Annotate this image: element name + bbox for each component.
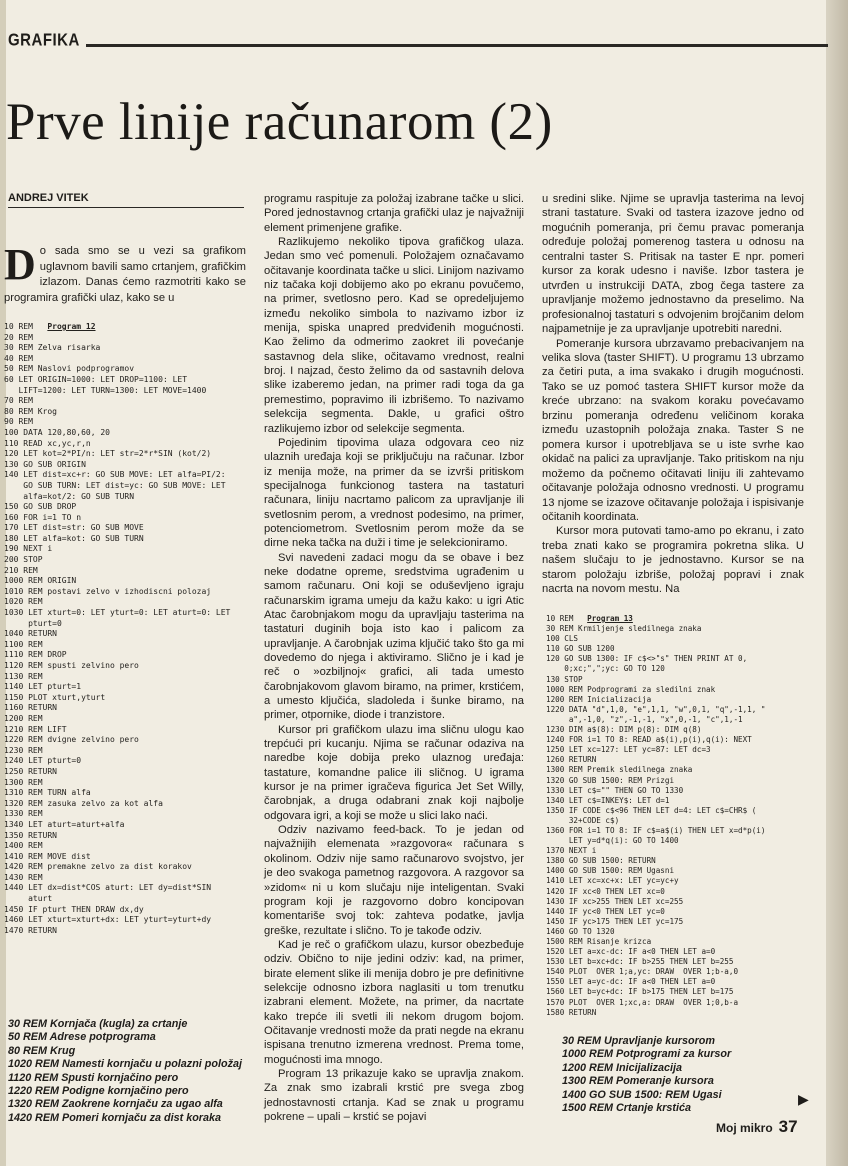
code-line: 1200 REM Inicializacija [546,694,652,704]
column-2-paragraph: Svi navedeni zadaci mogu da se obave i bez neke dodatne opreme, sredstvima ugrađenim u samom računaru. Oni koji se oduševljeno igraju računarskim igrama umeju da kažu kako: u igri Atic Atac čarobnjakom mogu da upravljaju tasterima na tastaturi duginih boja isto kao i palicom za upravljanje. A čarobnjak uzima ključić tako što ga mi dovedemo do njega i aktiviramo. Slično je i kad je reč o »ozbiljnoj« grafici, ali tada umesto čarobnjakovom glavom biramo, na primer, krstićem, a umesto ključića, sladoleda i šunke biramo, na primer, otpornike, diode i tranzistore. [264,551,524,722]
code-line: 190 NEXT i [4,544,53,554]
code-line: 210 REM [4,565,38,575]
program-13-legend [562,1035,731,1115]
code-line: 30 REM Krmiljenje sledilnega znaka [546,624,702,634]
legend-line: 1300 REM Pomeranje kursora [562,1075,714,1088]
code-line: 1210 REM LIFT [4,724,67,734]
code-line: 1140 LET pturt=1 [4,682,82,692]
play-arrow-icon: ▶ [798,1093,809,1108]
code-line: 120 GO SUB 1300: IF c$<>"s" THEN PRINT AT 0, [546,654,748,664]
code-line: 1570 PLOT OVER 1;xc,a: DRAW OVER 1;0,b-a [546,997,739,1007]
program-13-listing [546,614,765,1018]
legend-line: 1120 REM Spusti kornjačino pero [8,1071,179,1084]
code-line: a",-1,0, "z",-1,-1, "x",0,-1, "c",1,-1 [546,714,743,724]
code-line: 50 REM Naslovi podprogramov [4,364,135,374]
code-line: 90 REM [4,417,33,427]
code-line: alfa=kot/2: GO SUB TURN [4,491,135,501]
code-line: 110 READ xc,yc,r,n [4,438,91,448]
code-line: 130 GO SUB ORIGIN [4,459,86,469]
intro-paragraph [4,240,246,306]
code-line: 1410 LET xc=xc+x: LET yc=yc+y [546,876,679,886]
code-line: 1460 LET xturt=xturt+dx: LET yturt=yturt+dy [4,915,212,925]
code-line: 32+CODE c$) [546,815,620,825]
author-name: ANDREJ VITEK [8,192,89,204]
code-line: 1330 LET c$="" THEN GO TO 1330 [546,785,684,795]
drop-cap: D [4,240,36,289]
code-line: 1040 RETURN [4,629,57,639]
code-line: 140 LET dist=xc+r: GO SUB MOVE: LET alfa=PI/2: [4,470,226,480]
code-line: 1250 RETURN [4,766,57,776]
column-2-paragraph: Kursor pri grafičkom ulazu ima sličnu ulogu kao trepćući pri kucanju. Njima se računar odaziva na naredbe koje dobija preko ulaznog uređaja: tastature, komandne palice ili sličnog. U igrama kursor je na primer igračeva figurica Jet Set Willy, čarobnjak, a druga odabrani znak koji najbolje odgovara igri, a koji se može u slici lako naći. [264,723,524,822]
code-line: 1150 PLOT xturt,yturt [4,692,106,702]
page-number: 37 [778,1117,798,1136]
code-line: LET y=d*q(i): GO TO 1400 [546,836,679,846]
code-line: GO SUB TURN: LET dist=yc: GO SUB MOVE: LET [4,480,226,490]
page-edge-right [826,0,848,1166]
legend-line: 1420 REM Pomeri kornjaču za dist koraka [8,1111,222,1124]
code-line: 1350 IF CODE c$<96 THEN LET d=4: LET c$=CHR$ ( [546,805,757,815]
program-heading: Program 12 [47,322,96,331]
code-line: 100 DATA 120,80,60, 20 [4,427,110,437]
column-2-paragraph: Pojedinim tipovima ulaza odgovara ceo niz ulaznih uređaja koji se priključuju na računar. Izbor iz menija može, na primer da se izvrši pritiskom specijalnoga funkcionog tastera na tastaturi računara, liniju nacrtamo palicom za upravljanje ili svetlosnim perom, a vrednost podesimo, na primer, potenciometrom. Svetlosnim perom može da se dirne neka tačka na duži i time je selekcioniramo. [264,436,524,550]
column-2-paragraph: Odziv nazivamo feed-back. To je jedan od najvažnijih elemenata »razgovora« računara s okolinom. Odziv nije samo računarovo svojstvo, jer je deo svakoga pametnog razgovora. A razgovor sa »zidom« ni u kom slučaju nije inteligentan. Svaki program koji je razgovorno dobro koncipovan komentariše svoj tok: zahteva podatke, javlja greške, rezultate i slično. To je takođe odziv. [264,824,524,937]
code-line: 1000 REM ORIGIN [4,576,77,586]
code-line: 150 GO SUB DROP [4,502,77,512]
article-title: Prve linije računarom (2) [6,93,553,151]
code-line: 1030 LET xturt=0: LET yturt=0: LET aturt=0: LET [4,608,231,618]
code-line: 1340 LET c$=INKEY$: LET d=1 [546,795,670,805]
code-line: 110 GO SUB 1200 [546,644,615,654]
code-line: LIFT=1200: LET TURN=1300: LET MOVE=1400 [4,385,207,395]
legend-line: 1220 REM Podigne kornjačino pero [8,1085,189,1098]
code-line: 180 LET alfa=kot: GO SUB TURN [4,533,144,543]
article-column-2 [264,192,524,1124]
code-line: 1540 PLOT OVER 1;a,yc: DRAW OVER 1;b-a,0 [546,967,739,977]
code-line: 1340 LET aturt=aturt+alfa [4,819,125,829]
code-line: pturt=0 [4,618,62,628]
code-line: aturt [4,894,53,904]
legend-line: 30 REM Upravljanje kursorom [562,1035,716,1047]
code-line: 20 REM [4,332,33,342]
program-heading: Program 13 [587,614,633,623]
code-line [4,322,230,333]
code-line: 1100 REM [4,639,43,649]
code-line: 1330 REM [4,809,43,819]
code-line: 1500 REM Risanje krizca [546,937,652,946]
intro-text: o sada smo se u vezi sa grafikom uglavnom bavili samo crtanjem, grafičkim izlazom. Danas ćemo razmotriti kako se programira grafički ulaz, kako se u [4,245,246,304]
article-column-3 [542,192,804,597]
code-line: 1130 REM [4,671,43,681]
legend-line: 1000 REM Potprogrami za kursor [562,1048,732,1061]
code-line: 1220 DATA "d",1,0, "e",1,1, "w",0,1, "q",-1,1, " [546,704,766,714]
code-line: 1240 LET pturt=0 [4,756,82,766]
code-line: 1560 LET b=yc+dc: IF b>175 THEN LET b=175 [546,987,734,997]
code-line: 120 LET kot=2*PI/n: LET str=2*r*SIN (kot/2) [4,449,212,459]
code-line: 1580 RETURN [546,1007,597,1017]
code-line: 1010 REM postavi zelvo v izhodiscni polozaj [4,586,212,596]
code-line: 1460 GO TO 1320 [546,926,615,936]
code-line: 1470 RETURN [4,925,57,935]
code-line: 1400 GO SUB 1500: REM Ugasni [546,866,675,876]
legend-line: 1400 GO SUB 1500: REM Ugasi [562,1088,722,1101]
code-line: 1410 REM MOVE dist [4,851,91,861]
code-line: 1370 NEXT i [546,846,597,856]
code-line-text: 10 REM [546,614,588,623]
program-12-listing [4,322,230,936]
code-line: 1000 REM Podprogrami za sledilni znak [546,684,716,694]
code-line: 60 LET ORIGIN=1000: LET DROP=1100: LET [4,374,188,384]
code-line: 1430 IF xc>255 THEN LET xc=255 [546,896,684,906]
code-line: 1320 GO SUB 1500: REM Prizgi [546,775,675,785]
legend-line: 1020 REM Namesti kornjaču u polazni položaj [8,1058,242,1071]
code-line: 1380 GO SUB 1500: RETURN [546,856,656,866]
code-line-text: 10 REM [4,322,48,331]
legend-line: 1200 REM Inicijalizacija [562,1061,683,1074]
code-line: 70 REM [4,396,33,406]
section-label: GRAFIKA [8,30,80,51]
author-rule [8,207,244,208]
code-line: 1200 REM [4,713,43,723]
code-line: 1320 REM zasuka zelvo za kot alfa [4,798,163,808]
code-line: 1110 REM DROP [4,650,67,660]
code-line [546,614,765,624]
code-line: 1300 REM Premik sledilnega znaka [546,765,693,775]
code-line: 1240 FOR i=1 TO 8: READ a$(i),p(i),q(i): NEXT [546,735,752,745]
code-line: 170 LET dist=str: GO SUB MOVE [4,523,144,533]
code-line: 1550 LET a=yc-dc: IF a<0 THEN LET a=0 [546,977,716,987]
column-2-paragraph: Program 13 prikazuje kako se upravlja znakom. Za znak smo izabrali krstić pre svega zbog jednostavnosti crtanja. Kad se znak u programu pokrene – upali – krstić se pojavi [264,1067,524,1123]
code-line: 1420 REM premakne zelvo za dist korakov [4,862,192,872]
column-3-paragraph: Kursor mora putovati tamo-amo po ekranu, i zato treba znati kako se programira pokretna slika. U našem slučaju to je jednostavno. Kursor se na starom položaju izbriše, položaj popravi i znak nacrta na novom mestu. Na [542,525,804,596]
program-12-legend [8,1018,242,1125]
page-footer [716,1117,798,1137]
code-line: 1230 REM [4,745,43,755]
code-line: 1520 LET a=xc-dc: IF a<0 THEN LET a=0 [546,947,716,957]
code-line: 1450 IF yc>175 THEN LET yc=175 [546,916,684,926]
code-line: 1160 RETURN [4,703,57,713]
code-line: 1430 REM [4,872,43,882]
code-line: 100 CLS [546,634,579,644]
legend-line: 1500 REM Crtanje krstića [562,1102,692,1115]
code-line: 40 REM [4,353,33,363]
code-line: 1230 DIM a$(8): DIM p(8): DIM q(8) [546,725,702,735]
code-line: 130 STOP [546,674,583,684]
column-2-paragraph: Kad je reč o grafičkom ulazu, kursor obezbeđuje odziv. Obično to nije jedini odziv: kad, na primer, birate element slike ili menija dobro je pre definitivne selekcije odnosno izbora naglasiti u tom trenutku izabrani element. Možete, na primer, da nacrtate kako trepće ili svetli ili nekom drugom bojom. Očitavanje vrednosti može da prati negde na ekranu ispisana trenutno izmerena vrednost. Prema tome, mogućnosti ima mnogo. [264,938,524,1066]
column-3-paragraph: Pomeranje kursora ubrzavamo prebacivanjem na velika slova (taster SHIFT). U programu 13 ubrzamo za četiri puta, a ima svakako i drugih mogućnosti. Tako se uz pomoć tastera SHIFT kursor može da kreće ubrzano: na svakom koraku povećavamo brzinu pomeranja određenu veličinom koraka između uzastopnih položaja znaka. Taster S ne pomera kursor i upotrebljava se u iste svrhe kao okidač na palici za upravljanje. Tako pritiskom na nju možemo da počnemo očitavati liniju ili zahtevamo očitavanje položaja odnosno vrednosti. U programu 13 njome se izazove očitavanje položaja i ispisivanje očitanih koordinata. [542,337,804,523]
column-2-paragraph: Razlikujemo nekoliko tipova grafičkog ulaza. Jedan smo već pomenuli. Položajem označavamo očitavanje koordinata tačke u slici. Linijom nazivamo niz tačaka koji dobijemo ako po ekranu povučemo, na primer, svetlosno pero. Kad se opredeljujemo između nekoliko simbola to nazivamo izbor iz menija, spiska unapred predviđenih mogućnosti. Kao želimo da odmerimo zaokret ili povećanje sastavnog dela slike, očitavamo vrednost, realni broj. I najzad, često želimo da od sastavnih delova slike izaberemo jedan, na primer radi toga da ga premestimo, popravimo ili izbrišemo. To nazivamo selekcija segmenta. Dakle, u grafici oštro razlikujemo izbor od selekcije segmenta. [264,236,524,435]
code-line: 1440 IF yc<0 THEN LET yc=0 [546,906,665,916]
section-rule [86,44,828,47]
legend-line: 50 REM Adrese potprograma [8,1031,156,1044]
code-line: 1310 REM TURN alfa [4,788,91,798]
code-line: 1530 LET b=xc+dc: IF b>255 THEN LET b=255 [546,957,734,967]
legend-line: 30 REM Kornjača (kugla) za crtanje [8,1018,188,1030]
code-line: 80 REM Krog [4,406,57,416]
legend-line: 80 REM Krug [8,1044,76,1057]
code-line: 1350 RETURN [4,830,57,840]
code-line: 1300 REM [4,777,43,787]
legend-line: 1320 REM Zaokrene kornjaču za ugao alfa [8,1098,223,1111]
code-line: 1020 REM [4,597,43,607]
code-line: 0;xc;",";yc: GO TO 120 [546,664,665,674]
code-line: 1220 REM dvigne zelvino pero [4,735,139,745]
code-line: 1360 FOR i=1 TO 8: IF c$=a$(i) THEN LET x=d*p(i) [546,825,766,835]
code-line: 1400 REM [4,841,43,851]
code-line: 200 STOP [4,555,43,565]
magazine-name: Moj mikro [716,1121,773,1135]
code-line: 1440 LET dx=dist*COS aturt: LET dy=dist*SIN [4,883,212,893]
code-line: 30 REM Zelva risarka [4,343,101,353]
code-line: 1250 LET xc=127: LET yc=87: LET dc=3 [546,745,711,755]
column-2-paragraph: programu raspituje za položaj izabrane tačke u slici. Pored jednostavnog crtanja grafički ulaz je najvažniji element primenjene grafike. [264,193,524,234]
code-line: 1120 REM spusti zelvino pero [4,661,139,670]
code-line: 1260 RETURN [546,755,597,765]
code-line: 1420 IF xc<0 THEN LET xc=0 [546,886,665,896]
code-line: 1450 IF pturt THEN DRAW dx,dy [4,904,144,914]
code-line: 160 FOR i=1 TO n [4,512,82,522]
column-3-paragraph: u sredini slike. Njime se upravlja tasterima na levoj strani tastature. Svaki od tastera izazove jedno od mogućnih pomeranja, pri čemu pravac pomeranja određuje položaj pomerenog tastera u odnosu na centralni taster S. Pritisak na taster E npr. pomeri kursor za korak udesno i naviše. Izbor tastera je utvrđen u instrukciji DATA, zbog čega tastere za upravljanje možemo jednostavno da preselimo. Na profesionalnoj tastaturi s odvojenim brojčanim delom najpametnije je za upravljanje upotrebiti naredni. [542,193,804,336]
